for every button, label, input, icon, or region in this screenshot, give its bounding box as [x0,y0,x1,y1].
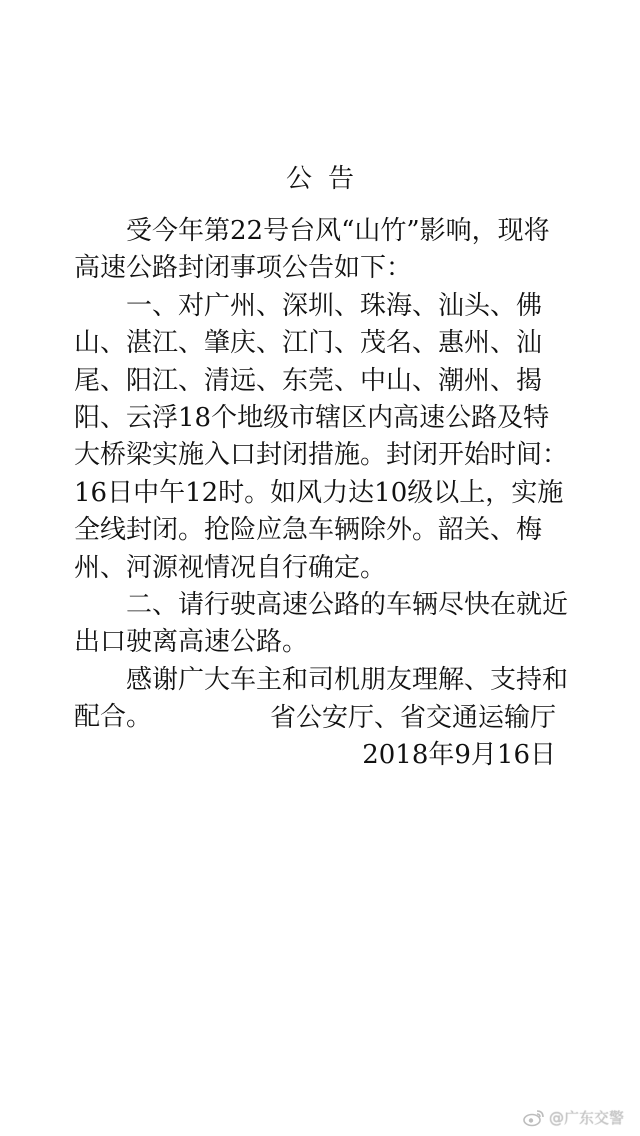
weibo-icon [523,1109,545,1127]
paragraph-item-1: 一、对广州、深圳、珠海、汕头、佛山、湛江、肇庆、江门、茂名、惠州、汕尾、阳江、清远、东莞、中山、潮州、揭阳、云浮18个地级市辖区内高速公路及特大桥梁实施入口封闭措施。封闭开始时间：16日中午12时。如风力达10级以上，实施全线封闭。抢险应急车辆除外。韶关、梅州、河源视情况自行确定。 [74,290,569,583]
paragraph-intro: 受今年第22号台风“山竹”影响，现将高速公路封闭事项公告如下： [74,216,550,284]
signature-block [270,700,556,774]
signature-issuer: 省公安厅、省交通运输厅 [269,703,556,733]
weibo-watermark [523,1107,624,1128]
paragraph-thanks: 感谢广大车主和司机朋友理解、支持和配合。 [74,664,569,733]
signature-date: 2018年9月16日 [362,740,556,770]
paragraph-item-2: 二、请行驶高速公路的车辆尽快在就近出口驶离高速公路。 [74,590,569,658]
notice-body [74,213,574,737]
notice-title: 公告 [285,164,370,194]
watermark-text: @广东交警 [548,1109,624,1127]
